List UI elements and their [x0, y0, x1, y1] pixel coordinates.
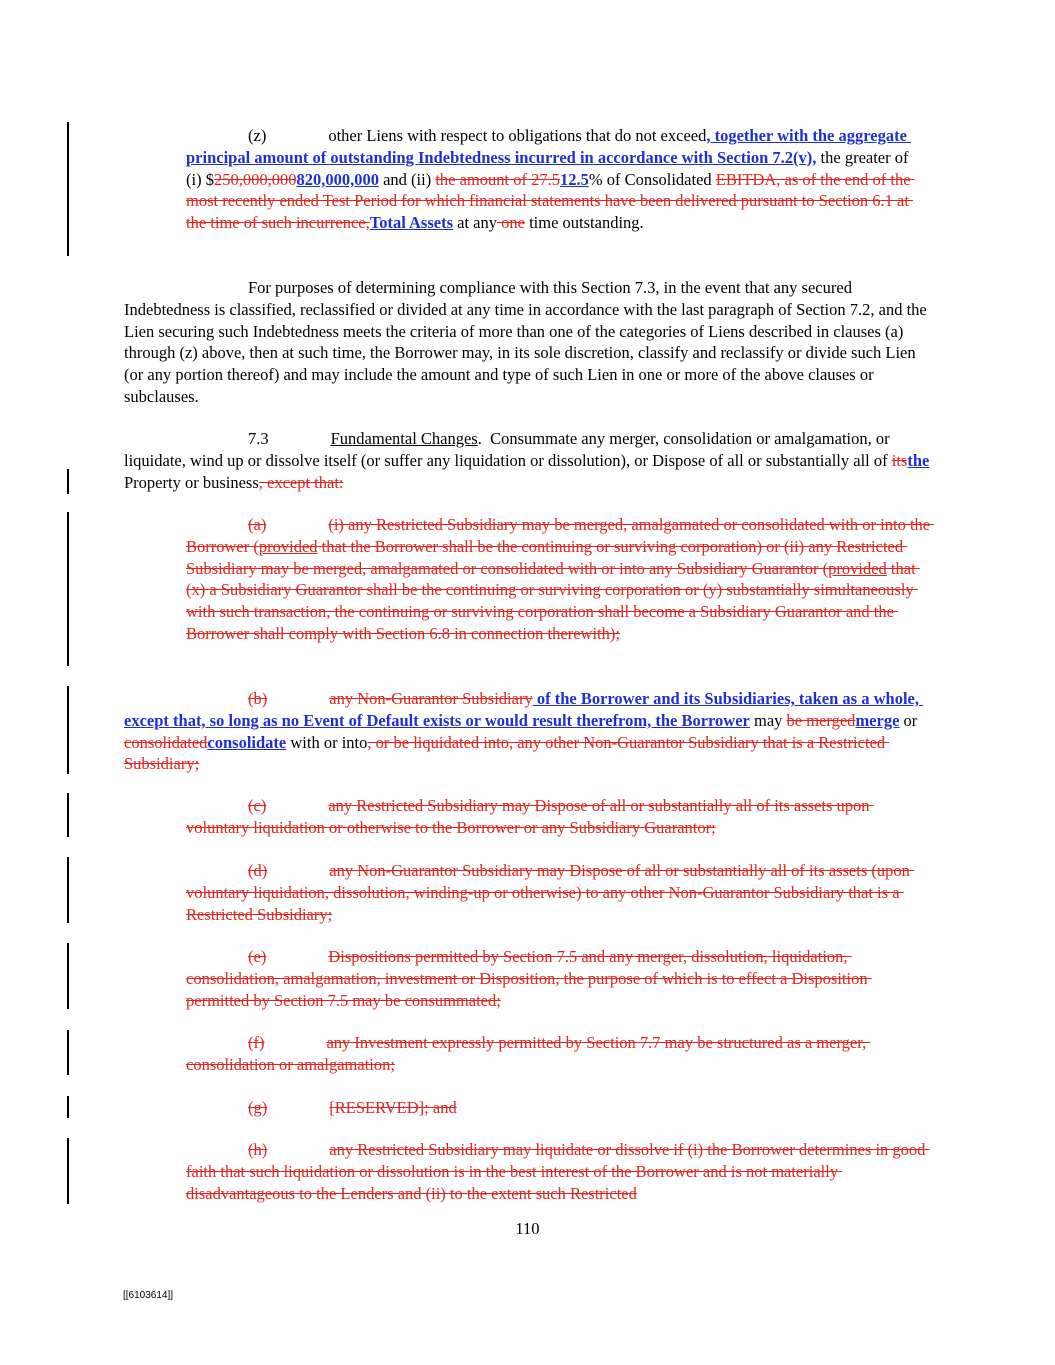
deleted-text: , or be liquidated into, any other Non-Guarantor Subsidiary that is a Restricted Subsidiary; [124, 732, 890, 774]
change-bar [67, 793, 69, 837]
deleted-text: consolidated [124, 732, 208, 752]
change-bar [67, 1096, 69, 1118]
deleted-text: be merged [786, 710, 856, 730]
clause-d [186, 860, 931, 925]
clause-a [186, 514, 935, 645]
text-run: Dispositions permitted by Section 7.5 and any merger, dissolution, liquidation, consolidation, amalgamation, investment or Disposition, the purpose of which is to effect a Disposition permitted by Section 7.5 may be consummated; [186, 947, 872, 1010]
change-bar [67, 1030, 69, 1075]
deleted-text: the amount of 27.5 [435, 169, 560, 189]
page-number: 110 [515, 1219, 540, 1238]
change-bar [67, 943, 69, 1009]
text-run: % of Consolidated [588, 169, 716, 189]
change-bar [67, 512, 69, 666]
section-title: Fundamental Changes [330, 429, 478, 448]
clause-c [186, 795, 931, 839]
text-run: that the Borrower shall be the continuing or surviving corporation) or (ii) any Restricted Subsidiary may be merged, amalgamated or consolidated with or into any Subsidiary Guarantor ( [186, 536, 908, 578]
text-run: may [749, 710, 787, 730]
text-run: that (x) a Subsidiary Guarantor shall be the continuing or surviving corporation or (y) substantially simultaneously with such transaction, the continuing or surviving corporation shall become a Subsidiary Guarantor and the Borrower shall comply with Section 6.8 in connection therewith); [186, 558, 920, 643]
clause-label: (g) [248, 1098, 268, 1117]
clause-e [186, 946, 931, 1011]
change-bar [67, 686, 69, 774]
change-bar [67, 1138, 69, 1204]
text-run: with or into [286, 732, 368, 752]
purposes-paragraph: For purposes of determining compliance with this Section 7.3, in the event that any secured Indebtedness is classified, reclassified or divided at any time in accordance with the last paragraph of Section 7.2, and the Lien securing such Indebtedness meets the criteria of more than one of the categories of Liens described in clauses (a) through (z) above, then at such time, the Borrower may, in its sole discretion, classify and reclassify or divide such Lien (or any portion thereof) and may include the amount and type of such Lien in one or more of the above clauses or subclauses. [124, 278, 931, 406]
clause-label: (a) [248, 515, 267, 534]
text-run: (i) any Restricted Subsidiary may be merged, amalgamated or consolidated with or into the Borrower ( [186, 515, 935, 556]
clause-label: (e) [248, 947, 267, 966]
clause-g [186, 1097, 931, 1119]
inserted-text: consolidate [207, 732, 287, 752]
deleted-text: one [497, 213, 525, 233]
text-run: any Restricted Subsidiary may liquidate or dissolve if (i) the Borrower determines in good faith that such liquidation or dissolution is in the best interest of the Borrower and is not materially disadvantageous to the Lenders and (ii) to the extent such Restricted [186, 1140, 930, 1203]
deleted-text: its [891, 450, 908, 470]
text-run: or [899, 710, 922, 730]
change-bar [67, 469, 69, 494]
text-run: . Consummate any merger, consolidation or amalgamation, or liquidate, wind up or dissolve itself (or suffer any liquidation or dissolution), or Dispose of all or substantially all of [124, 429, 894, 470]
clause-label: (f) [248, 1033, 265, 1052]
clause-f [186, 1032, 886, 1076]
text-run: the greater of (i) $ [186, 147, 913, 189]
inserted-text: merge [855, 710, 900, 730]
inserted-text: 12.5 [559, 169, 589, 189]
inserted-text: 820,000,000 [296, 169, 379, 189]
change-bar [67, 122, 69, 256]
deleted-text: , except that: [258, 472, 344, 492]
text-run: any Investment expressly permitted by Section 7.7 may be structured as a merger, consolidation or amalgamation; [186, 1033, 871, 1074]
clause-z [186, 125, 921, 234]
text-run: at any [453, 213, 497, 233]
clause-label: (c) [248, 796, 267, 815]
deleted-text: EBITDA, as of the end of the most recently ended Test Period for which financial statements have been delivered pursuant to Section 6.1 at the time of such incurrence, [186, 169, 915, 233]
text-run: other Liens with respect to obligations that do not exceed [328, 126, 707, 145]
change-bar [67, 857, 69, 923]
document-id: [[6103614]] [123, 1290, 174, 1301]
inserted-text: , together with the aggregate principal amount of outstanding Indebtedness incurred in accordance with Section 7.2(v), [186, 126, 912, 167]
text-run: [RESERVED]; and [329, 1098, 457, 1117]
clause-label: (b) [248, 689, 268, 708]
clause-h [186, 1139, 931, 1204]
clause-label: (d) [248, 861, 268, 880]
clause-label: (h) [248, 1140, 268, 1159]
clause-b [124, 688, 932, 775]
inserted-text: of the Borrower and its Subsidiaries, taken as a whole, except that, so long as no Event of Default exists or would result therefrom, the Borrower [124, 689, 924, 730]
deleted-text: 250,000,000 [213, 169, 297, 189]
section-7-3 [124, 428, 932, 493]
text-run: Property or business [124, 450, 934, 492]
inserted-text: Total Assets [369, 213, 454, 233]
section-number: 7.3 [248, 429, 269, 448]
clause-label: (z) [248, 126, 267, 145]
text-run: any Non-Guarantor Subsidiary may Dispose of all or substantially all of its assets (upon voluntary liquidation, dissolution, winding-up or otherwise) to any other Non-Guarantor Subsidiary that is a Restricted Subsidiary; [186, 861, 914, 924]
text-run: time outstanding. [524, 213, 644, 233]
deleted-text: any Non-Guarantor Subsidiary [329, 689, 533, 708]
text-run: any Restricted Subsidiary may Dispose of all or substantially all of its assets upon voluntary liquidation or otherwise to the Borrower or any Subsidiary Guarantor; [186, 796, 874, 837]
text-run: provided [258, 536, 318, 556]
text-run: provided [828, 558, 887, 578]
inserted-text: the [907, 450, 930, 470]
text-run: and (ii) [378, 169, 436, 189]
